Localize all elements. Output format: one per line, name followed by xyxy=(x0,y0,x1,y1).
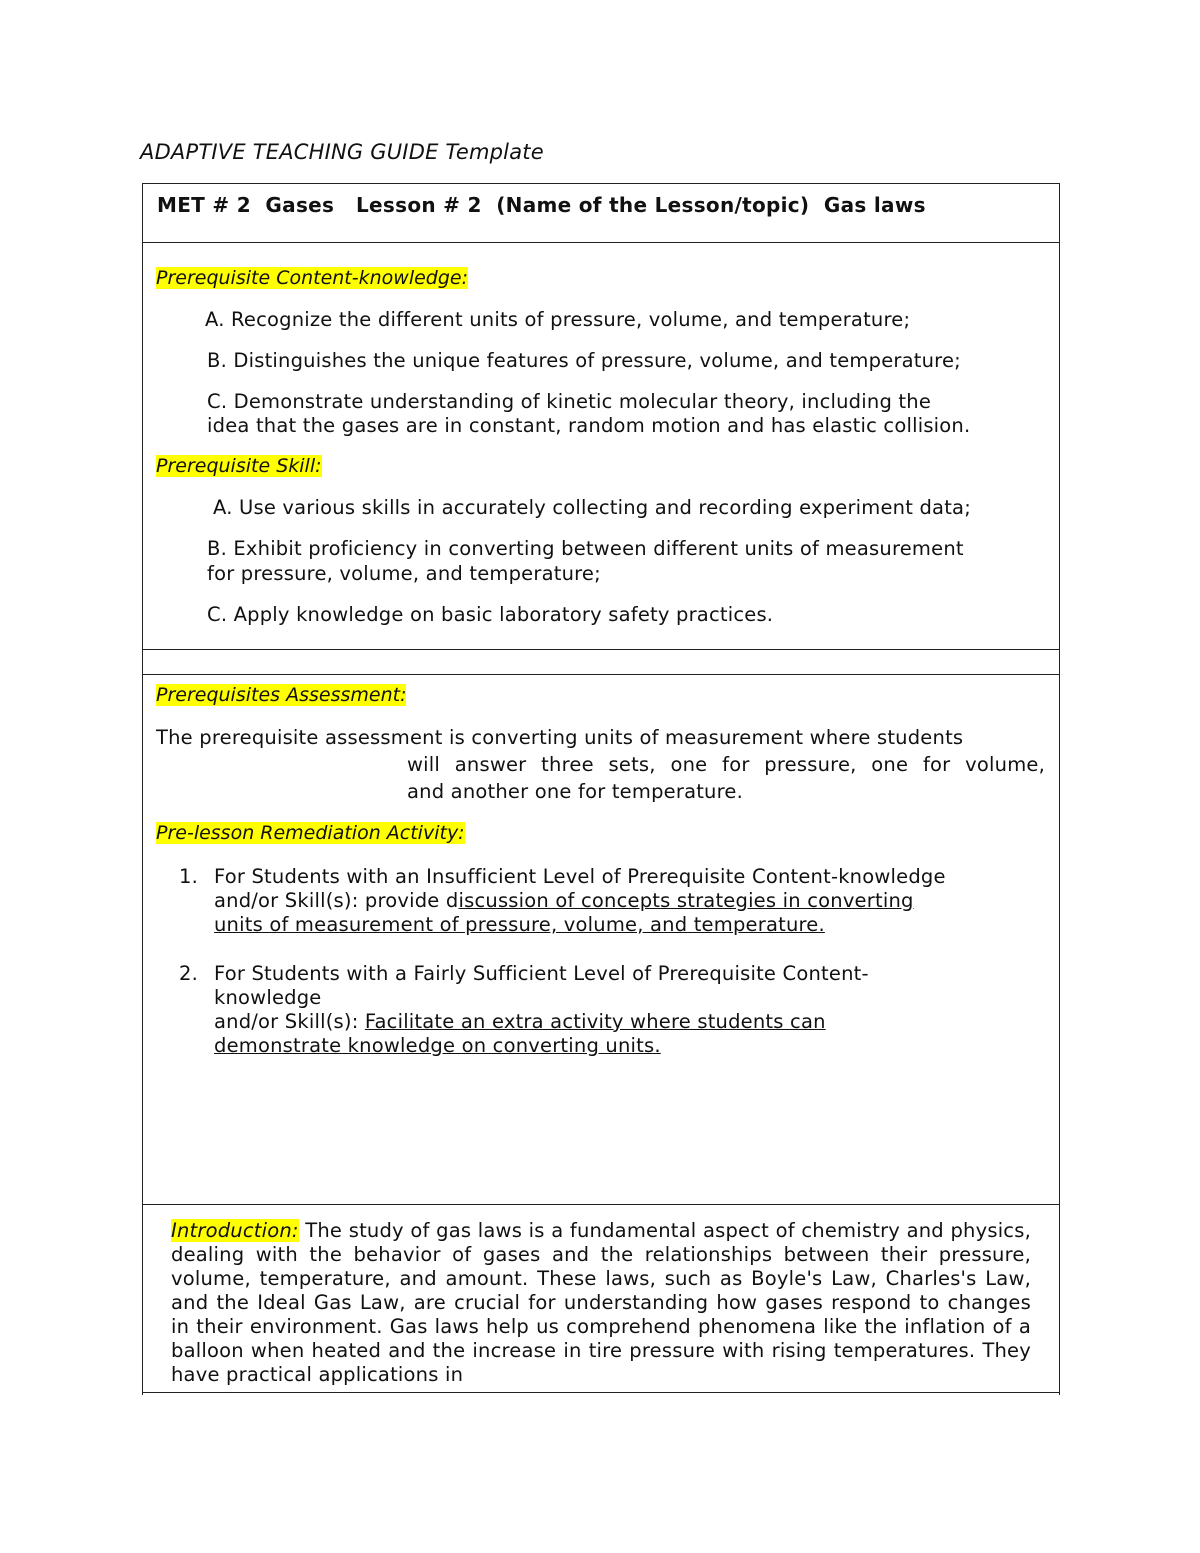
skill-item-c: C. Apply knowledge on basic laboratory safety practices. xyxy=(207,603,774,626)
page-bottom-rule xyxy=(142,1392,1060,1393)
skill-item-b: B. Exhibit proficiency in converting between different units of measurement xyxy=(207,537,964,560)
remediation-item1-line2-underlined: iscussion of concepts strategies in converting xyxy=(458,889,914,912)
document-title: ADAPTIVE TEACHING GUIDE Template xyxy=(140,140,544,164)
remediation-item1-number: 1. xyxy=(179,865,199,888)
spacer-row xyxy=(143,650,1059,675)
remediation-item1-line2-plain: and/or Skill(s): provide d xyxy=(214,889,459,912)
assessment-text-line1: The prerequisite assessment is converting units of measurement where students xyxy=(156,726,964,749)
remediation-item2-line3 xyxy=(214,1009,826,1034)
prerequisite-skill-label: Prerequisite Skill: xyxy=(156,455,322,477)
header-row xyxy=(143,184,1059,243)
content-item-b: B. Distinguishes the unique features of pressure, volume, and temperature; xyxy=(207,349,961,372)
remediation-item2-line3-plain: and/or Skill(s): xyxy=(214,1010,365,1033)
prerequisite-content-label: Prerequisite Content-knowledge: xyxy=(156,267,469,289)
prerequisites-row xyxy=(143,243,1059,650)
lesson-header: MET # 2 Gases Lesson # 2 (Name of the Lesson/topic) Gas laws xyxy=(157,193,926,217)
remediation-label: Pre-lesson Remediation Activity: xyxy=(156,822,465,844)
introduction-text: The study of gas laws is a fundamental aspect of chemistry and physics, dealing with the behavior of gases and the relationships between their pressure, volume, temperature, and amount. These laws, such as Boyle's Law, Charles's Law, and the Ideal Gas Law, are crucial for understanding how gases respond to changes in their environment. Gas laws help us comprehend phenomena like the inflation of a balloon when heated and the increase in tire pressure with rising temperatures. They have practical applications in xyxy=(171,1219,1031,1386)
assessment-text-line3: and another one for temperature. xyxy=(407,780,744,803)
assessment-row xyxy=(143,675,1059,1205)
assessment-label: Prerequisites Assessment: xyxy=(156,684,407,706)
remediation-item2-number: 2. xyxy=(179,962,199,985)
teaching-guide-table xyxy=(142,183,1060,1395)
skill-item-a: A. Use various skills in accurately collecting and recording experiment data; xyxy=(213,496,971,519)
introduction-paragraph xyxy=(171,1219,1031,1393)
content-item-c: C. Demonstrate understanding of kinetic molecular theory, including the xyxy=(207,390,932,413)
remediation-item1-line1: For Students with an Insufficient Level of Prerequisite Content-knowledge xyxy=(214,865,946,888)
remediation-item2-line4: demonstrate knowledge on converting units. xyxy=(214,1034,661,1057)
remediation-item2-line3-underlined: Facilitate an extra activity where students can xyxy=(364,1010,826,1033)
introduction-label: Introduction: xyxy=(171,1219,299,1242)
remediation-item2-line1: For Students with a Fairly Sufficient Level of Prerequisite Content- xyxy=(214,962,869,985)
remediation-item1-line2 xyxy=(214,888,914,913)
content-item-c-cont: idea that the gases are in constant, random motion and has elastic collision. xyxy=(207,414,971,437)
introduction-row xyxy=(143,1205,1059,1396)
assessment-text-line2: will answer three sets, one for pressure, one for volume, xyxy=(407,753,1045,776)
remediation-item2-line2: knowledge xyxy=(214,986,322,1009)
remediation-item1-line3: units of measurement of pressure, volume, and temperature. xyxy=(214,913,825,936)
skill-item-b-cont: for pressure, volume, and temperature; xyxy=(207,562,601,585)
content-item-a: A. Recognize the different units of pressure, volume, and temperature; xyxy=(205,308,911,331)
